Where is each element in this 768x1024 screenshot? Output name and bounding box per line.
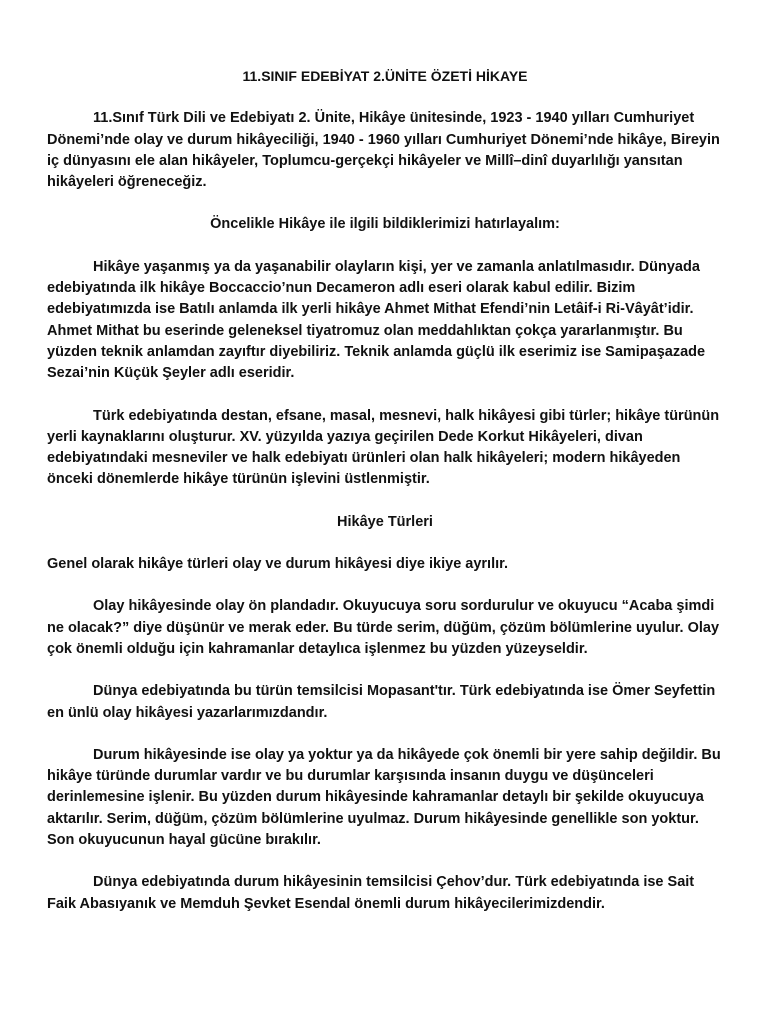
document-title: 11.SINIF EDEBİYAT 2.ÜNİTE ÖZETİ HİKAYE [242, 68, 528, 84]
durum-representatives-paragraph: Dünya edebiyatında durum hikâyesinin temsilcisi Çehov’dur. Türk edebiyatında ise Sait Faik Abasıyanık ve Memduh Şevket Esendal önemli durum hikâyecilerimizdendir. [47, 874, 695, 912]
subheading-recall: Öncelikle Hikâye ile ilgili bildiklerimizi hatırlayalım: [210, 216, 560, 233]
roots-paragraph: Türk edebiyatında destan, efsane, masal, mesnevi, halk hikâyesi gibi türler; hikâye türünün yerli kaynaklarını oluşturur. XV. yüzyılda yazıya geçirilen Dede Korkut Hikâyeleri, divan edebiyatındaki mesneviler ve halk edebiyatı ürünleri olan halk hikâyeleri; modern hikâyeden önceki dönemlerde hikâye türünün işlevini üstlenmiştir. [47, 407, 720, 488]
olay-representatives-paragraph: Dünya edebiyatında bu türün temsilcisi Mopasant'tır. Türk edebiyatında ise Ömer Seyfettin en ünlü olay hikâyesi yazarlarımızdandır. [47, 683, 716, 721]
durum-paragraph: Durum hikâyesinde ise olay ya yoktur ya da hikâyede çok önemli bir yere sahip değildir. Bu hikâye türünde durumlar vardır ve bu durumlar karşısında insanın duygu ve düşünceleri derinlemesine işlenir. Bu yüzden durum hikâyesinde kahramanlar detaylı bir şekilde okuyucuya aktarılır. Serim, düğüm, çözüm bölümlerine uyulmaz. Durum hikâyesinde genellikle son yoktur. Son okuyucunun hayal gücüne bırakılır. [47, 746, 721, 849]
olay-paragraph: Olay hikâyesinde olay ön plandadır. Okuyucuya soru sordurulur ve okuyucu “Acaba şimdi ne olacak?” diye düşünür ve merak eder. Bu türde serim, düğüm, çözüm bölümlerine uyulur. Olay çok önemli olduğu için kahramanlar detaylıca işlenmez bu yüzden yüzeyseldir. [47, 598, 720, 657]
definition-paragraph: Hikâye yaşanmış ya da yaşanabilir olayların kişi, yer ve zamanla anlatılmasıdır. Dünyada edebiyatında ilk hikâye Boccaccio’nun Decameron adlı eseri olarak kabul edilir. Bizim edebiyatımızda ise Batılı anlamda ilk yerli hikâye Ahmet Mithat Efendi’nin Letâif-i Ri-Vâyât’idir. Ahmet Mithat bu eserinde geleneksel tiyatromuz olan meddahlıktan çokça yararlanmıştır. Bu yüzden teknik anlamdan zayıftır diyebiliriz. Teknik anlamda güçlü ilk eserimiz ise Samipaşazade Sezai’nin Küçük Şeyler adlı eseridir. [47, 258, 706, 382]
document-page [47, 66, 723, 915]
types-intro-paragraph: Genel olarak hikâye türleri olay ve durum hikâyesi diye ikiye ayrılır. [47, 556, 509, 573]
subheading-types: Hikâye Türleri [337, 513, 433, 530]
intro-paragraph: 11.Sınıf Türk Dili ve Edebiyatı 2. Ünite, Hikâye ünitesinde, 1923 - 1940 yılları Cumhuriyet Dönemi’nde olay ve durum hikâyeciliği, 1940 - 1960 yılları Cumhuriyet Dönemi’nde hikâye, Bireyin iç dünyasını ele alan hikâyeler, Toplumcu-gerçekçi hikâyeler ve Millî–dinî duyarlılığı yansıtan hikâyeleri öğreneceğiz. [47, 110, 720, 191]
